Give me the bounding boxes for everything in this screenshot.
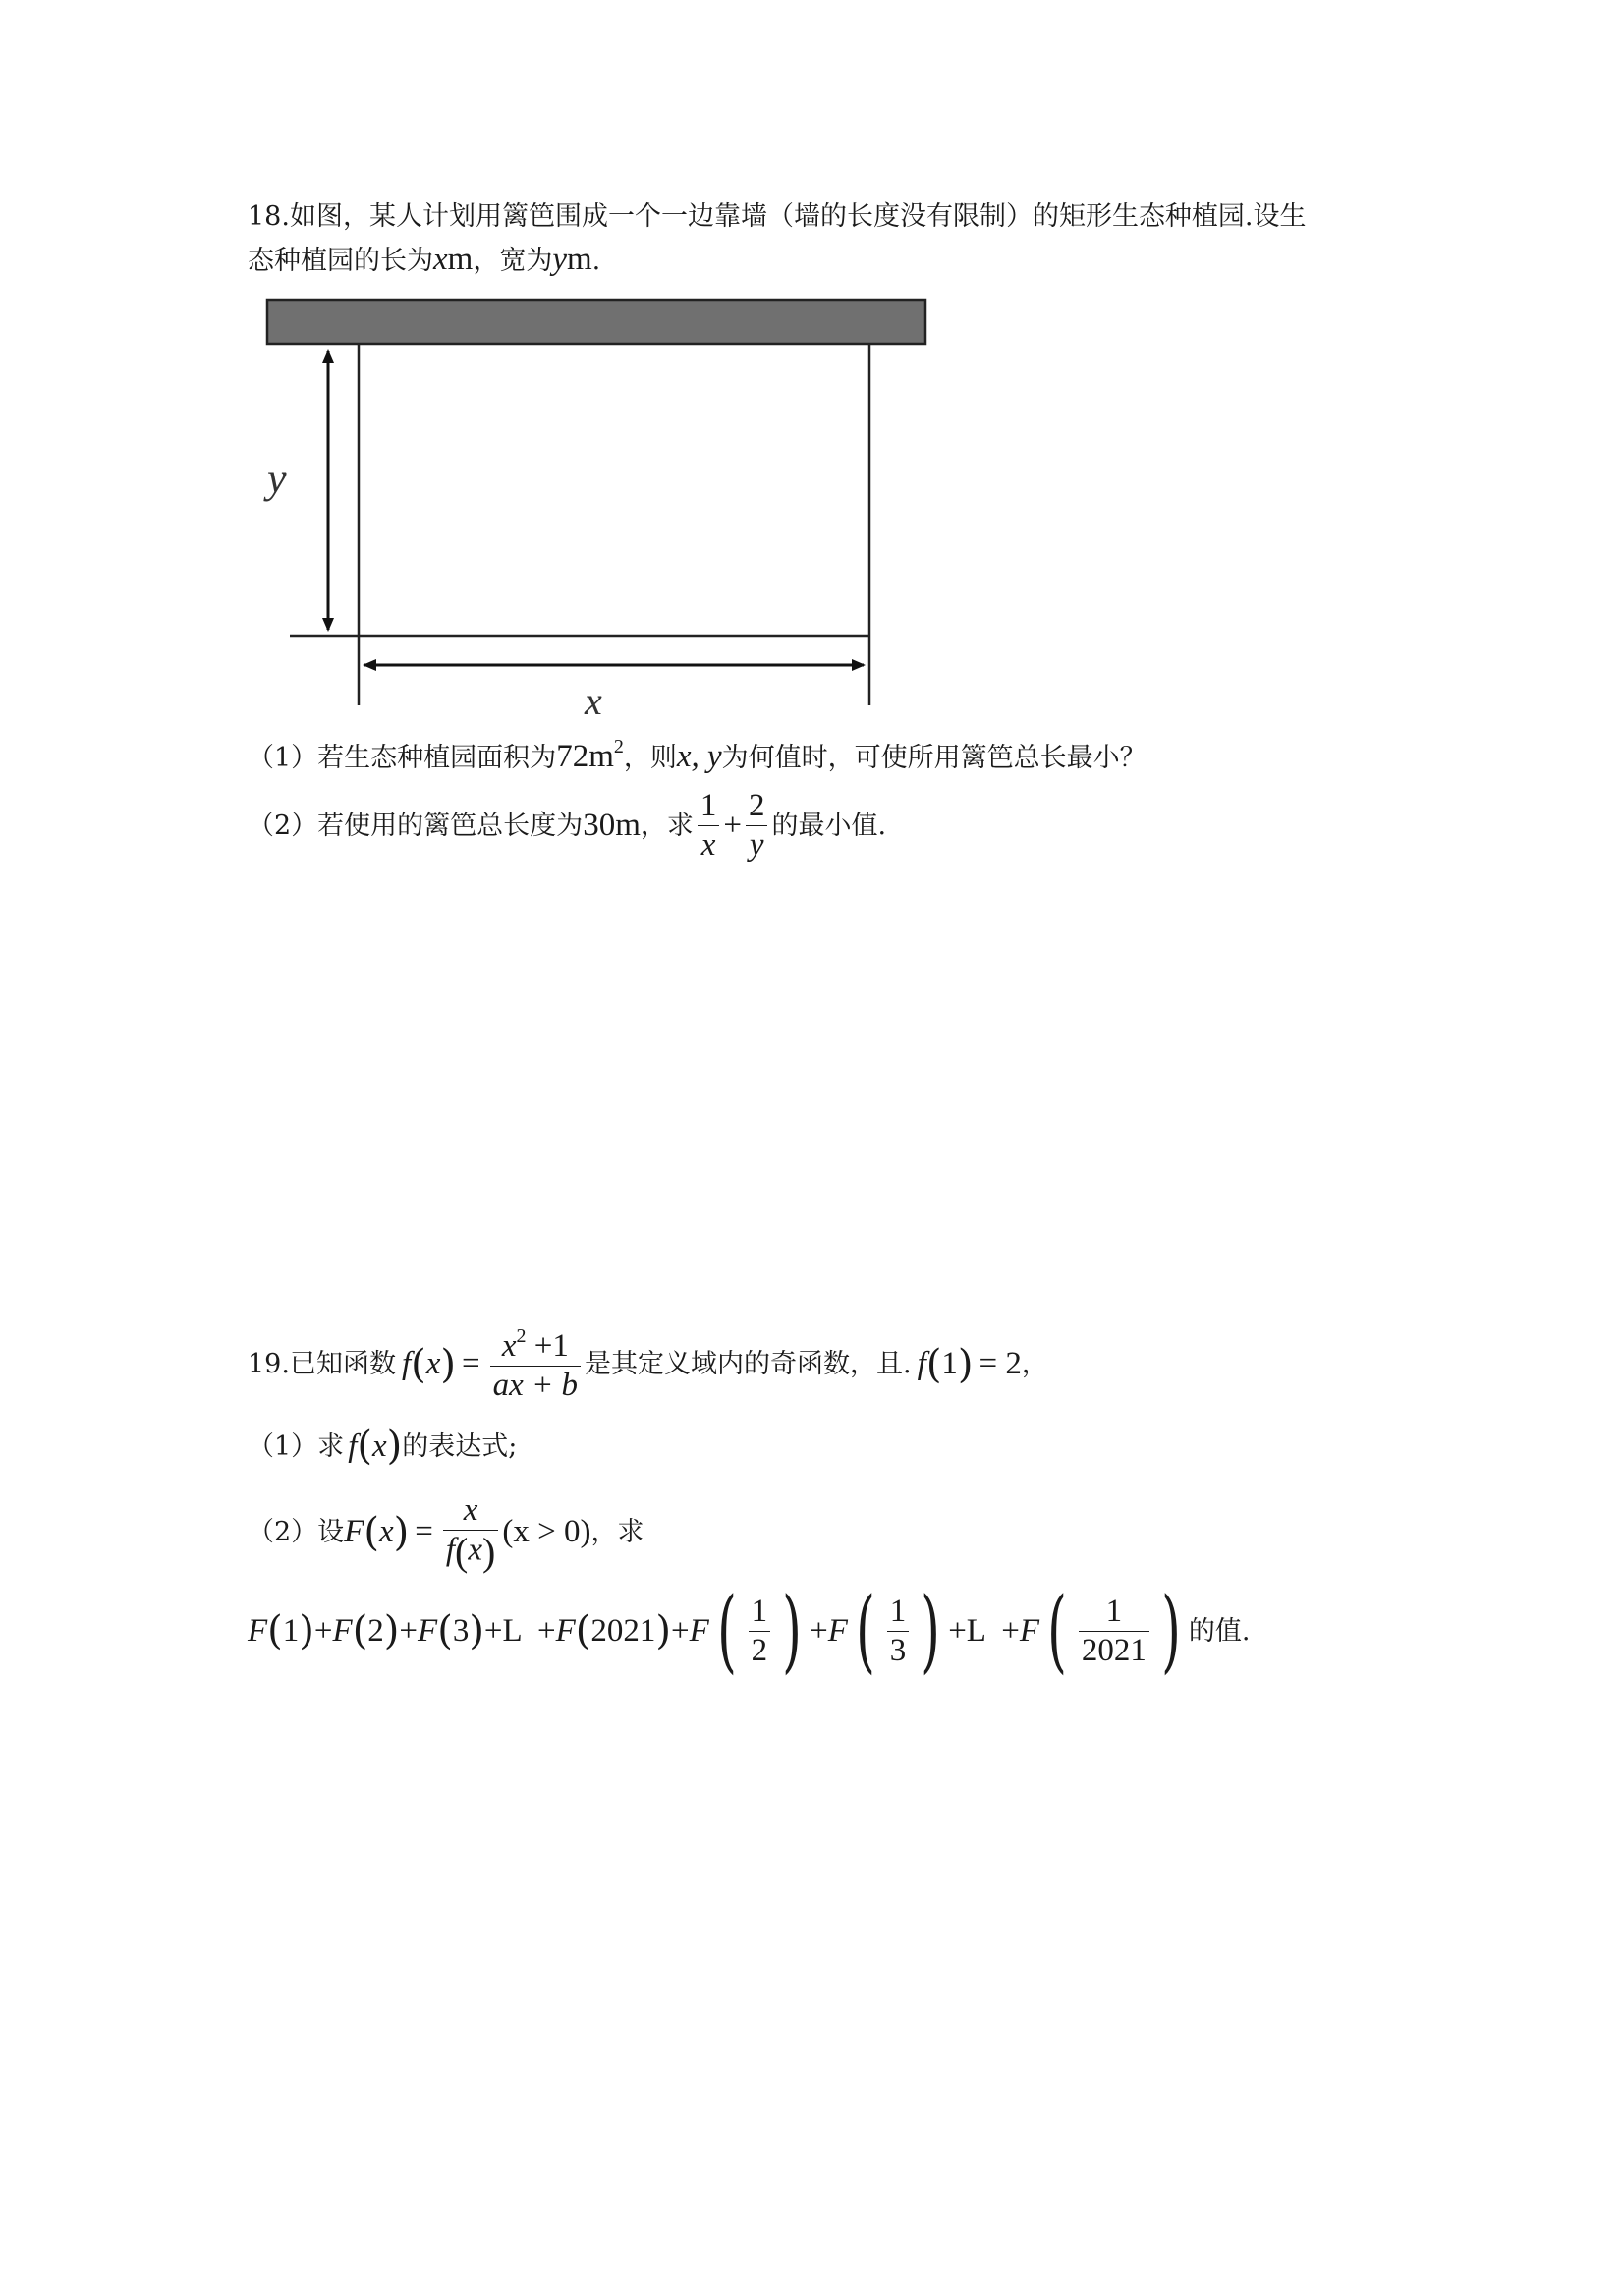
frac1-den: x	[700, 826, 716, 863]
q19-part2-prefix: （2）设	[248, 1517, 345, 1548]
wall	[267, 300, 925, 344]
q18-part1-vars: x, y	[676, 739, 722, 774]
sum-frac-1-3-den: 3	[889, 1632, 907, 1668]
q18-length: 30m	[583, 807, 641, 843]
frac1-num: 1	[700, 788, 717, 823]
plus-sign: +	[723, 807, 742, 843]
q18-line1: 18.如图，某人计划用篱笆围成一个一边靠墙（墙的长度没有限制）的矩形生态种植园.设生	[248, 201, 1307, 232]
q19-part1: （1）求 f ( x ) 的表达式;	[248, 1424, 518, 1469]
sum-ellipsis-1: +L +	[483, 1612, 556, 1649]
sum-frac-1-3	[887, 1595, 910, 1667]
sum-F2021: F	[555, 1612, 576, 1649]
q18-part2	[248, 789, 886, 862]
q19-f1-val: 1	[941, 1346, 958, 1382]
q19-part1-x: x	[371, 1428, 387, 1464]
q18-unit-m: m	[447, 242, 474, 277]
frac-2-over-y	[746, 789, 768, 862]
sum-F2: F	[332, 1612, 353, 1649]
sum-suffix: 的值.	[1188, 1615, 1251, 1647]
q19-den: ax + b	[492, 1367, 579, 1403]
sum-Fhalf: F	[689, 1612, 709, 1649]
q18-x-var: x	[433, 242, 448, 277]
sum-frac-1-3-num: 1	[889, 1593, 907, 1629]
q18-area-exp: 2	[613, 736, 624, 757]
frac2-num: 2	[748, 788, 765, 823]
q19-f: f	[401, 1346, 412, 1382]
sum-ellipsis-2: +L +	[948, 1612, 1020, 1649]
q19-part2-suffix: ，求	[590, 1517, 644, 1548]
q18-y-var: y	[552, 242, 567, 277]
sum-frac-1-2021	[1079, 1595, 1149, 1667]
q19-part2-den-f: f	[445, 1532, 456, 1568]
q18-line2-mid: ，宽为	[473, 246, 553, 276]
sum-t2021: 2021	[590, 1612, 656, 1649]
q18-part2-mid: ，求	[640, 810, 694, 841]
sum-t1: 1	[282, 1612, 300, 1649]
q19-x: x	[425, 1346, 441, 1382]
q19-f1-rhs: = 2	[979, 1346, 1022, 1382]
q18-area-value: 72m	[556, 739, 614, 774]
q19-num-exp: 2	[516, 1325, 527, 1347]
q19-stem: 19.已知函数 f ( x ) = $\frac{x^2 +1}{ax + b}$ 是其定义域内的奇函数，且. f ( 1 ) = 2 ，	[248, 1325, 1048, 1403]
q19-stem-prefix: 19.已知函数	[248, 1349, 396, 1380]
sum-t2: 2	[367, 1612, 384, 1649]
sum-t3: 3	[452, 1612, 470, 1649]
q19-eq: =	[462, 1346, 480, 1382]
q18-line2-prefix: 态种植园的长为	[248, 246, 433, 276]
sum-frac-1-2-num: 1	[751, 1593, 768, 1629]
q19-part2-eq: =	[415, 1514, 433, 1550]
garden-figure	[246, 290, 953, 722]
q18-part1-suffix: 为何值时，可使所用篱笆总长最小？	[721, 743, 1147, 773]
q19-part2-F: F	[344, 1514, 364, 1550]
q19-sum: F ( 1 ) + F ( 2 ) + F ( 3 ) +L + F ( 2021 ) + F ( $\frac{1}{2}$ ) + F ( $\frac{1}{3}$ ) +L + F ( $\frac{1}{2021}$ ) 的值.	[248, 1578, 1251, 1683]
q19-part1-prefix: （1）求	[248, 1430, 345, 1462]
sum-frac-1-2-den: 2	[751, 1632, 768, 1668]
q19-f1: f	[917, 1346, 926, 1382]
sum-frac-1-2021-num: 1	[1105, 1593, 1123, 1629]
q19-cond: (x > 0)	[502, 1514, 591, 1550]
sum-frac-1-2021-den: 2021	[1081, 1632, 1147, 1668]
sum-frac-1-2	[749, 1595, 771, 1667]
frac-1-over-x	[698, 789, 720, 862]
q19-num: x	[501, 1328, 517, 1364]
q19-part2-x: x	[378, 1514, 394, 1550]
q18-unit-m-2: m	[566, 242, 592, 277]
frac2-den: y	[749, 826, 764, 863]
q18-part1-mid: ，则	[623, 743, 677, 773]
x-label: x	[585, 679, 602, 722]
q18-part2-prefix: （2）若使用的篱笆总长度为	[248, 810, 584, 841]
q18-line2	[248, 244, 600, 276]
q19-fraction	[490, 1326, 581, 1402]
q19-part2: （2）设 F ( x ) = $\frac{x}{f(x)}$ (x > 0) ，求	[248, 1492, 644, 1574]
q18-part2-suffix: 的最小值.	[771, 810, 887, 841]
sum-F1: F	[248, 1612, 268, 1649]
y-label: y	[267, 454, 287, 502]
q18-part1-prefix: （1）若生态种植园面积为	[248, 743, 557, 773]
q19-stem-mid: 是其定义域内的奇函数，且.	[585, 1349, 912, 1380]
sum-F3: F	[418, 1612, 438, 1649]
q18-part1	[248, 737, 1147, 773]
q19-part2-num: x	[463, 1492, 478, 1528]
sum-Flast: F	[1019, 1612, 1040, 1649]
q19-part2-fraction: $\frac{x}{f(x)}$	[443, 1493, 498, 1572]
q19-part2-den-x: x	[468, 1532, 483, 1568]
q19-stem-end: ，	[1021, 1349, 1048, 1380]
q19-part1-f: f	[348, 1428, 358, 1464]
q19-num-tail: +1	[526, 1328, 569, 1364]
q19-part1-suffix: 的表达式;	[402, 1430, 518, 1462]
q18-line2-end: .	[591, 246, 601, 276]
sum-Fthird: F	[827, 1612, 848, 1649]
